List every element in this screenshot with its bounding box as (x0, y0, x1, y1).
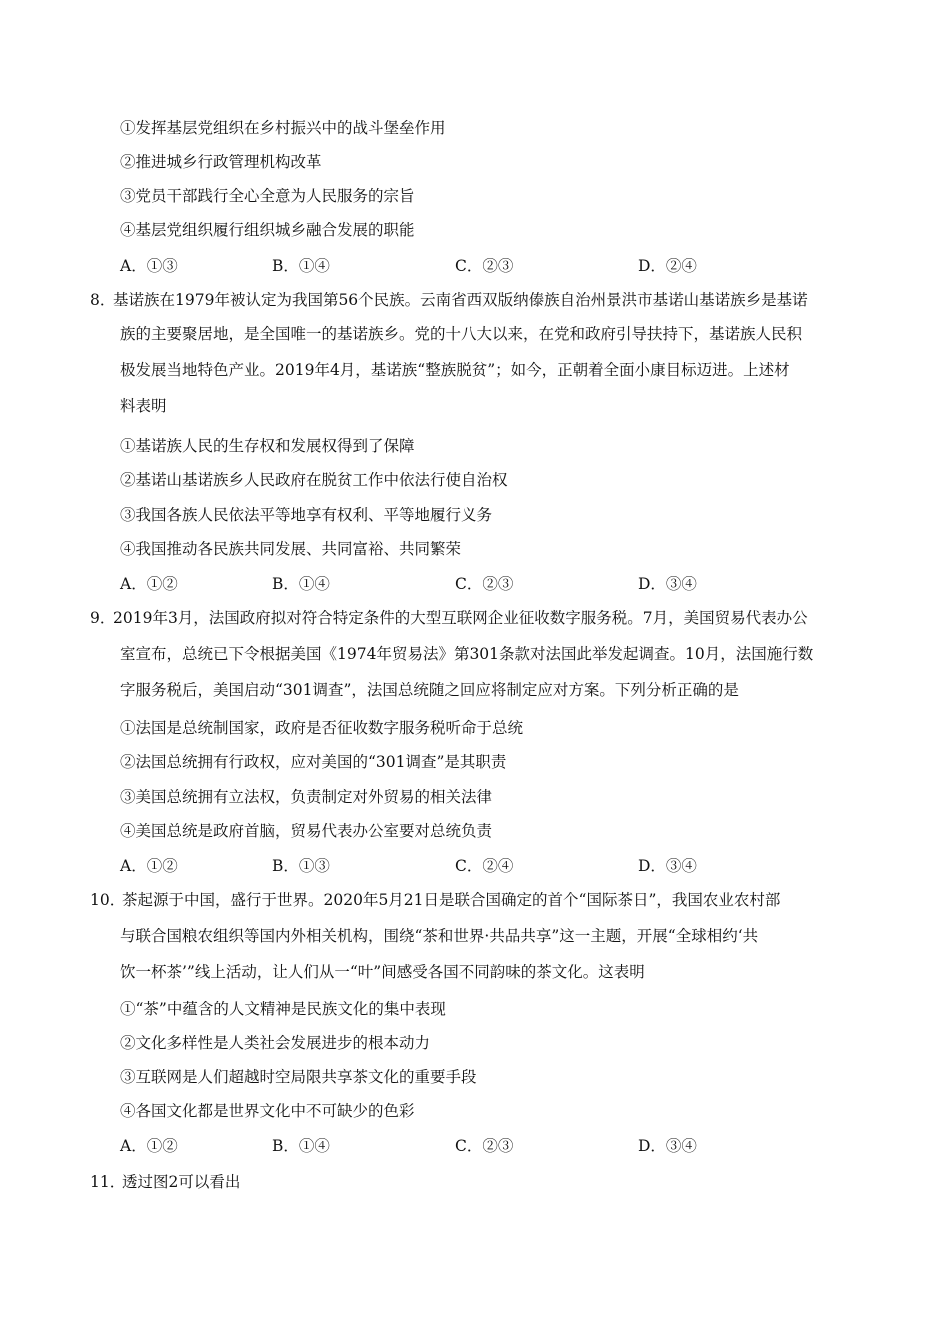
q10-stem-line-2: 与联合国粮农组织等国内外相关机构，围绕“茶和世界·共品共享”这一主题，开展“全球相约‘共 (120, 927, 759, 945)
q7-option-a: A．①③ (120, 257, 178, 275)
q7-option-c: C．②③ (455, 257, 514, 275)
q10-number: 10． (90, 891, 126, 909)
q9-option-d: D．③④ (638, 857, 697, 875)
q9-number: 9． (90, 609, 116, 627)
q8-stem-line-4: 料表明 (120, 397, 167, 415)
q7-option-d: D．②④ (638, 257, 697, 275)
q8-stem-line-3: 极发展当地特色产业。2019年4月，基诺族“整族脱贫”；如今，正朝着全面小康目标迈进。上述材 (120, 361, 790, 379)
q11-stem-line-1: 透过图2可以看出 (122, 1173, 241, 1191)
q8-stem-line-2: 族的主要聚居地，是全国唯一的基诺族乡。党的十八大以来，在党和政府引导扶持下，基诺族人民积 (120, 325, 803, 343)
q7-option-b: B．①④ (272, 257, 330, 275)
q8-statement-1: ①基诺族人民的生存权和发展权得到了保障 (120, 437, 415, 455)
q10-statement-1: ①“茶”中蕴含的人文精神是民族文化的集中表现 (120, 1000, 446, 1018)
q8-statement-4: ④我国推动各民族共同发展、共同富裕、共同繁荣 (120, 540, 462, 558)
q8-stem-line-1: 基诺族在1979年被认定为我国第56个民族。云南省西双版纳傣族自治州景洪市基诺山基诺族乡是基诺 (113, 291, 808, 309)
q10-statement-4: ④各国文化都是世界文化中不可缺少的色彩 (120, 1102, 415, 1120)
q9-statement-2: ②法国总统拥有行政权，应对美国的“301调查”是其职责 (120, 753, 507, 771)
q10-option-a: A．①② (120, 1137, 178, 1155)
q8-option-d: D．③④ (638, 575, 697, 593)
q10-option-d: D．③④ (638, 1137, 697, 1155)
q9-statement-1: ①法国是总统制国家，政府是否征收数字服务税听命于总统 (120, 719, 524, 737)
q10-option-b: B．①④ (272, 1137, 330, 1155)
q8-number: 8． (90, 291, 116, 309)
q8-statement-3: ③我国各族人民依法平等地享有权利、平等地履行义务 (120, 506, 493, 524)
q9-option-b: B．①③ (272, 857, 330, 875)
q9-statement-3: ③美国总统拥有立法权，负责制定对外贸易的相关法律 (120, 788, 493, 806)
q9-stem-line-3: 字服务税后，美国启动“301调查”，法国总统随之回应将制定应对方案。下列分析正确的是 (120, 681, 739, 699)
q11-number: 11． (90, 1173, 126, 1191)
q9-stem-line-1: 2019年3月，法国政府拟对符合特定条件的大型互联网企业征收数字服务税。7月，美国贸易代表办公 (113, 609, 808, 627)
q8-option-b: B．①④ (272, 575, 330, 593)
q7-statement-2: ②推进城乡行政管理机构改革 (120, 153, 322, 171)
q8-option-a: A．①② (120, 575, 178, 593)
q10-option-c: C．②③ (455, 1137, 514, 1155)
q10-statement-3: ③互联网是人们超越时空局限共享茶文化的重要手段 (120, 1068, 477, 1086)
q10-stem-line-3: 饮一杯茶’”线上活动，让人们从一“叶”间感受各国不同韵味的茶文化。这表明 (120, 963, 645, 981)
q9-option-c: C．②④ (455, 857, 514, 875)
q9-statement-4: ④美国总统是政府首脑，贸易代表办公室要对总统负责 (120, 822, 493, 840)
q8-statement-2: ②基诺山基诺族乡人民政府在脱贫工作中依法行使自治权 (120, 471, 508, 489)
q7-statement-1: ①发挥基层党组织在乡村振兴中的战斗堡垒作用 (120, 119, 446, 137)
q7-statement-3: ③党员干部践行全心全意为人民服务的宗旨 (120, 187, 415, 205)
q10-stem-line-1: 茶起源于中国，盛行于世界。2020年5月21日是联合国确定的首个“国际茶日”，我国农业农村部 (122, 891, 781, 909)
q8-option-c: C．②③ (455, 575, 514, 593)
q9-option-a: A．①② (120, 857, 178, 875)
q9-stem-line-2: 室宣布，总统已下令根据美国《1974年贸易法》第301条款对法国此举发起调查。10月，法国施行数 (120, 645, 814, 663)
q10-statement-2: ②文化多样性是人类社会发展进步的根本动力 (120, 1034, 431, 1052)
q7-statement-4: ④基层党组织履行组织城乡融合发展的职能 (120, 221, 415, 239)
